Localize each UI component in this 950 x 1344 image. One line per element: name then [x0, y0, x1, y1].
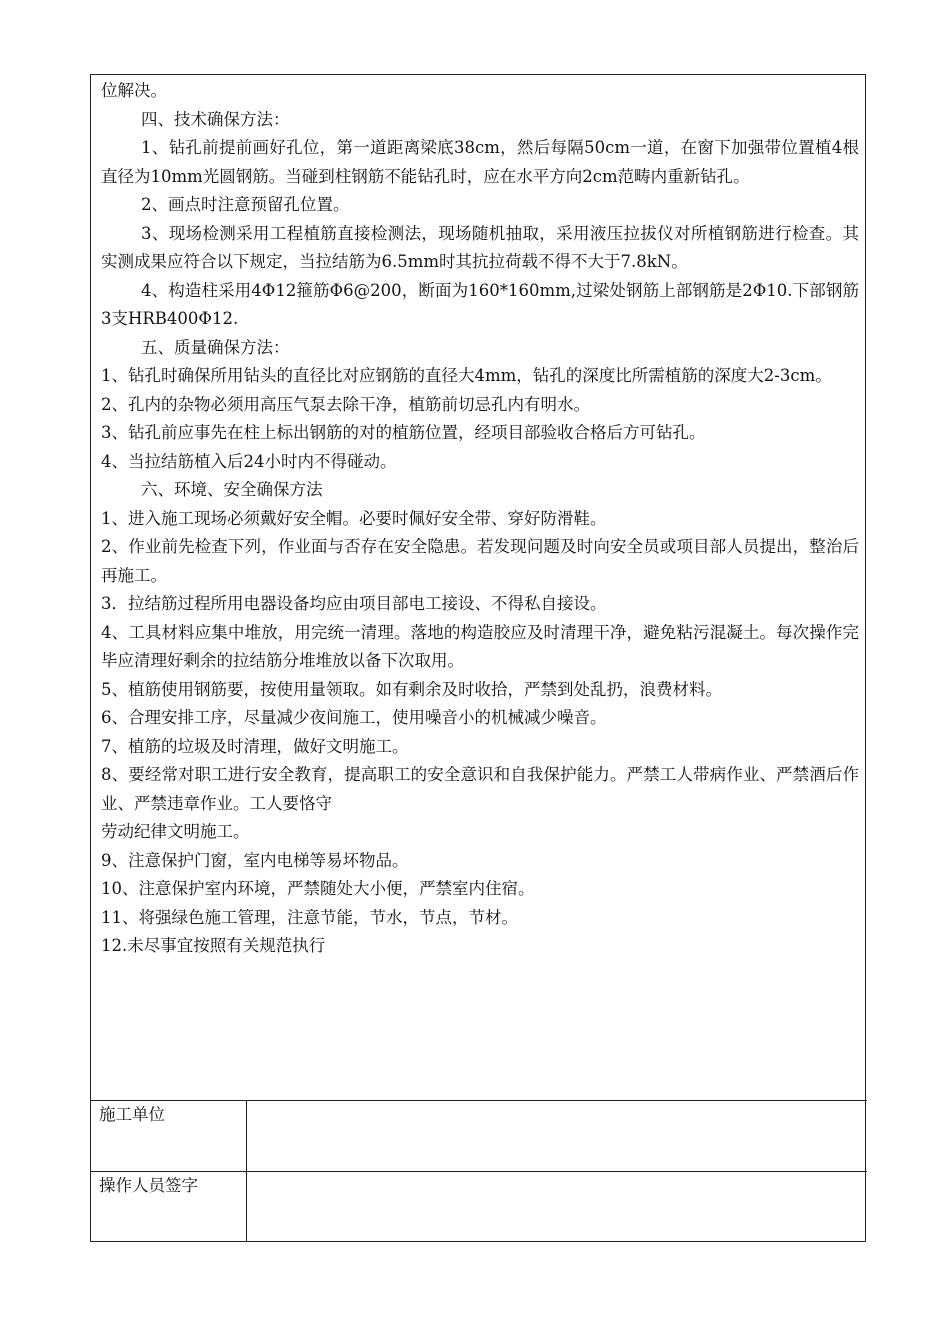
operator-signature-field[interactable] [247, 1172, 867, 1242]
paragraph: 11、将强绿色施工管理，注意节能，节水，节点，节材。 [101, 907, 518, 927]
paragraph: 6、合理安排工序，尽量减少夜间施工，使用噪音小的机械减少噪音。 [101, 708, 607, 727]
paragraph: 5、植筋使用钢筋要，按使用量领取。如有剩余及时收拾，严禁到处乱扔，浪费材料。 [101, 679, 722, 699]
paragraph: 四、技术确保方法： [141, 109, 290, 129]
document-sheet [90, 74, 866, 1242]
paragraph: 8、要经常对职工进行安全教育，提高职工的安全意识和自我保护能力。严禁工人带病作业、严禁酒后作业、严禁违章作业。工人要恪守 [101, 765, 859, 813]
paragraph: 1、钻孔前提前画好孔位，第一道距离梁底38cm，然后每隔50cm一道，在窗下加强带位置植4根直径为10mm光圆钢筋。当碰到柱钢筋不能钻孔时，应在水平方向2cm范畴内重新钻孔。 [101, 138, 859, 186]
construction-unit-field[interactable] [247, 1101, 867, 1171]
paragraph: 2、孔内的杂物必须用高压气泵去除干净，植筋前切忌孔内有明水。 [101, 394, 590, 414]
paragraph: 2、作业前先检查下列，作业面与否存在安全隐患。若发现问题及时向安全员或项目部人员提出，整治后再施工。 [101, 537, 859, 585]
paragraph: 1、进入施工现场必须戴好安全帽。必要时佩好安全带、穿好防滑鞋。 [101, 508, 607, 528]
paragraph: 12.未尽事宜按照有关规范执行 [101, 936, 326, 955]
paragraph: 3．拉结筋过程所用电器设备均应由项目部电工接设、不得私自接设。 [101, 594, 607, 613]
paragraph: 六、环境、安全确保方法 [141, 480, 323, 499]
operator-signature-label: 操作人员签字 [91, 1172, 247, 1242]
paragraph: 五、质量确保方法： [141, 337, 290, 357]
signature-table [91, 1101, 867, 1242]
paragraph: 1、钻孔时确保所用钻头的直径比对应钢筋的直径大4mm，钻孔的深度比所需植筋的深度大2-3cm。 [101, 366, 832, 385]
paragraph: 4、工具材料应集中堆放，用完统一清理。落地的构造胶应及时清理干净，避免粘污混凝土。每次操作完毕应清理好剩余的拉结筋分堆堆放以备下次取用。 [101, 622, 859, 670]
paragraph: 9、注意保护门窗，室内电梯等易坏物品。 [101, 850, 409, 870]
content-section [91, 75, 867, 1101]
paragraph: 7、植筋的垃圾及时清理，做好文明施工。 [101, 736, 409, 756]
table-row-operator-signature [91, 1172, 867, 1242]
table-row-construction-unit [91, 1101, 867, 1172]
paragraph: 劳动纪律文明施工。 [101, 822, 250, 841]
paragraph: 3、现场检测采用工程植筋直接检测法，现场随机抽取，采用液压拉拔仪对所植钢筋进行检查。其实测成果应符合以下规定，当拉结筋为6.5mm时其抗拉荷载不得不大于7.8kN。 [101, 223, 859, 271]
paragraph: 3、钻孔前应事先在柱上标出钢筋的对的植筋位置，经项目部验收合格后方可钻孔。 [101, 423, 706, 442]
paragraph: 4、当拉结筋植入后24小时内不得碰动。 [101, 451, 397, 471]
paragraph: 4、构造柱采用4Φ12箍筋Φ6@200，断面为160*160mm,过梁处钢筋上部钢筋是2Φ10.下部钢筋3支HRB400Φ12. [101, 280, 859, 328]
paragraph: 2、画点时注意预留孔位置。 [141, 195, 350, 214]
paragraph: 10、注意保护室内环境，严禁随处大小便，严禁室内住宿。 [101, 879, 535, 898]
paragraph: 位解决。 [101, 81, 167, 100]
construction-unit-label: 施工单位 [91, 1101, 247, 1171]
